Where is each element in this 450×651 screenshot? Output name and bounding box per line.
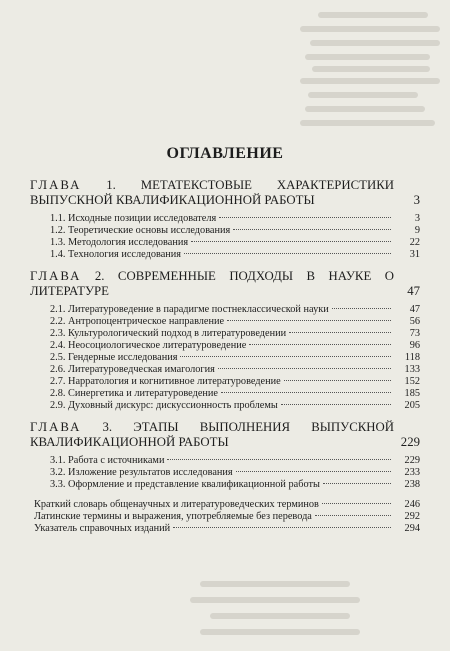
chapter-3 <box>30 420 420 491</box>
chapter-page: 47 <box>407 284 420 298</box>
chapter-word: ГЛАВА <box>30 178 82 192</box>
chapter-title: 3. ЭТАПЫ ВЫПОЛНЕНИЯ ВЫПУСКНОЙ КВАЛИФИКАЦИОННОЙ РАБОТЫ <box>30 420 394 449</box>
chapter-page: 229 <box>400 435 420 449</box>
section-row[interactable]: 1.2. Теоретические основы исследования 9 <box>50 225 420 236</box>
section-row[interactable]: 2.8. Синергетика и литературоведение 185 <box>50 388 420 399</box>
appendix-row[interactable]: Латинские термины и выражения, употребляемые без перевода 292 <box>34 511 420 522</box>
chapter-heading[interactable] <box>30 269 420 299</box>
bleed-through-text-bottom <box>0 575 450 651</box>
chapter-heading[interactable] <box>30 178 420 208</box>
chapter-heading[interactable] <box>30 420 420 450</box>
section-row[interactable]: 1.1. Исходные позиции исследователя 3 <box>50 213 420 224</box>
appendix-row[interactable]: Указатель справочных изданий 294 <box>34 523 420 534</box>
section-list <box>30 213 420 261</box>
section-row[interactable]: 3.1. Работа с источниками 229 <box>50 455 420 466</box>
section-list <box>30 455 420 491</box>
chapter-word: ГЛАВА <box>30 269 82 283</box>
section-row[interactable]: 3.2. Изложение результатов исследования 233 <box>50 467 420 478</box>
chapter-word: ГЛАВА <box>30 420 82 434</box>
section-row[interactable]: 2.7. Нарратология и когнитивное литературоведение 152 <box>50 376 420 387</box>
section-row[interactable]: 2.3. Культурологический подход в литературоведении 73 <box>50 328 420 339</box>
section-list <box>30 304 420 412</box>
section-row[interactable]: 2.9. Духовный дискурс: дискуссионность проблемы 205 <box>50 400 420 411</box>
chapter-1 <box>30 178 420 261</box>
chapter-page: 3 <box>413 193 420 207</box>
section-row[interactable]: 2.5. Гендерные исследования 118 <box>50 352 420 363</box>
section-row[interactable]: 2.2. Антропоцентрическое направление 56 <box>50 316 420 327</box>
toc-title: ОГЛАВЛЕНИЕ <box>166 145 284 162</box>
chapter-2 <box>30 269 420 412</box>
appendix-row[interactable]: Краткий словарь общенаучных и литературоведческих терминов 246 <box>34 499 420 510</box>
section-row[interactable]: 1.4. Технология исследования 31 <box>50 249 420 260</box>
section-row[interactable]: 2.6. Литературоведческая имагология 133 <box>50 364 420 375</box>
table-of-contents <box>30 145 420 535</box>
section-row[interactable]: 2.4. Неосоциологическое литературоведение 96 <box>50 340 420 351</box>
section-row[interactable]: 1.3. Методология исследования 22 <box>50 237 420 248</box>
section-row[interactable]: 3.3. Оформление и представление квалификационной работы 238 <box>50 479 420 490</box>
chapter-title: 1. МЕТАТЕКСТОВЫЕ ХАРАКТЕРИСТИКИ ВЫПУСКНОЙ КВАЛИФИКАЦИОННОЙ РАБОТЫ <box>30 178 394 207</box>
appendix-list <box>30 499 420 535</box>
bleed-through-text-top <box>0 0 450 130</box>
section-row[interactable]: 2.1. Литературоведение в парадигме постнеклассической науки 47 <box>50 304 420 315</box>
chapter-title: 2. СОВРЕМЕННЫЕ ПОДХОДЫ В НАУКЕ О ЛИТЕРАТУРЕ <box>30 269 395 298</box>
